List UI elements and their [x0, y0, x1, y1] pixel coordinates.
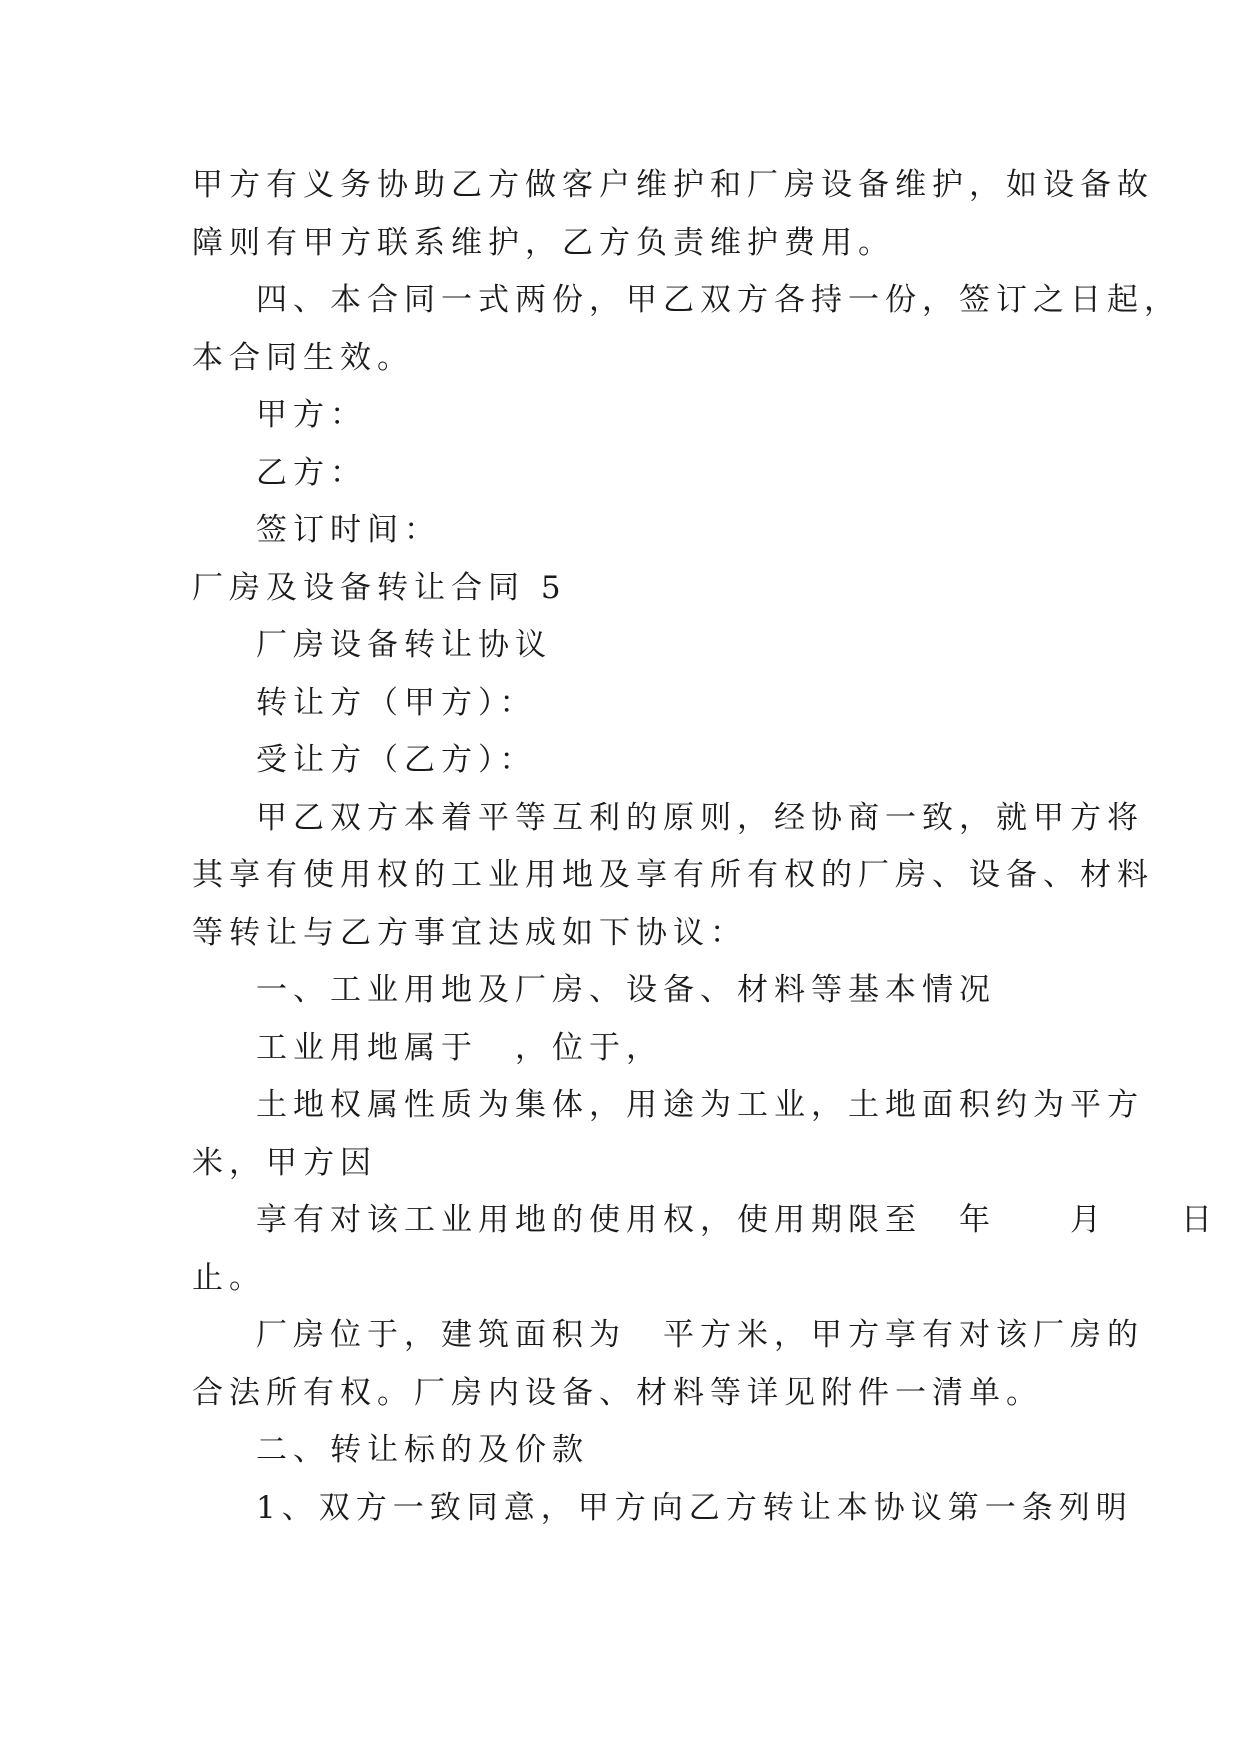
paragraph-line: 甲方有义务协助乙方做客户维护和厂房设备维护，如设备故: [192, 167, 1154, 203]
paragraph-line: 土地权属性质为集体，用途为工业，土地面积约为平方: [256, 1087, 1144, 1123]
paragraph-line: 甲乙双方本着平等互利的原则，经协商一致，就甲方将: [256, 800, 1144, 836]
transferee-label: 受让方（乙方）：: [256, 742, 537, 778]
clause-heading: 二、转让标的及价款: [256, 1432, 589, 1468]
signing-time-label: 签订时间：: [256, 512, 441, 548]
paragraph-line: 合法所有权。厂房内设备、材料等详见附件一清单。: [192, 1375, 1043, 1411]
paragraph-line: 享有对该工业用地的使用权，使用期限至 年 月 日: [256, 1202, 1218, 1238]
paragraph-line: 本合同生效。: [192, 340, 414, 376]
paragraph-line: 1、双方一致同意，甲方向乙方转让本协议第一条列明: [256, 1490, 1133, 1526]
paragraph-line: 厂房位于，建筑面积为 平方米，甲方享有对该厂房的: [256, 1317, 1144, 1353]
party-a-label: 甲方：: [256, 397, 367, 433]
paragraph-line: 四、本合同一式两份，甲乙双方各持一份，签订之日起，: [256, 282, 1181, 318]
party-b-label: 乙方：: [256, 455, 367, 491]
paragraph-line: 其享有使用权的工业用地及享有所有权的厂房、设备、材料: [192, 857, 1154, 893]
paragraph-line: 米，甲方因: [192, 1145, 377, 1181]
agreement-title: 厂房设备转让协议: [256, 627, 552, 663]
paragraph-line: 等转让与乙方事宜达成如下协议：: [192, 915, 747, 951]
paragraph-line: 工业用地属于 ，位于，: [256, 1030, 663, 1066]
clause-heading: 一、工业用地及厂房、设备、材料等基本情况: [256, 972, 996, 1008]
paragraph-line: 止。: [192, 1260, 266, 1296]
section-heading: 厂房及设备转让合同 5: [192, 570, 567, 606]
transferor-label: 转让方（甲方）：: [256, 685, 537, 721]
paragraph-line: 障则有甲方联系维护，乙方负责维护费用。: [192, 225, 895, 261]
